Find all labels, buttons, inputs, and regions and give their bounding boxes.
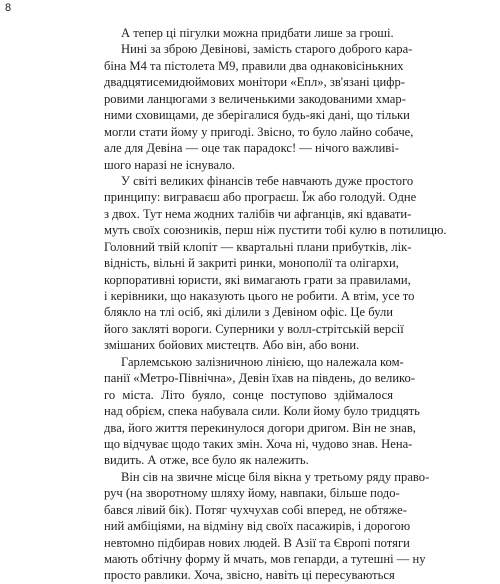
text-line: блякло на тлі осіб, які ділили з Девіном офіс. Це були — [104, 305, 393, 320]
text-line: Гарлемською залізничною лінією, що належала ком- — [121, 354, 404, 369]
text-line: руч (на зворотному шляху йому, навпаки, більше подо- — [104, 486, 400, 501]
text-line: два, його життя перекинулося догори дригом. Він не знав, — [104, 420, 416, 435]
text-line: корпоративні юристи, які вимагають грати за правилами, — [104, 272, 411, 287]
text-line: ний амбіціями, на відміну від своїх пасажирів, і дорогою — [104, 519, 411, 534]
text-line: видить. А отже, все було як належить. — [104, 453, 309, 468]
text-line: з двох. Тут нема жодних талібів чи афганців, які вдавати- — [104, 206, 412, 221]
text-line: біна М4 та пістолета М9, правили два однаковісінькних — [104, 58, 404, 73]
paragraph — [104, 25, 393, 41]
text-line: але для Девіна — оце так парадокс! — нічого важливі- — [104, 141, 399, 156]
text-line: двадцятисемидюймових монітори «Епл», зв'язані цифр- — [104, 75, 405, 90]
paragraph — [104, 469, 430, 584]
text-line: що відчуває щодо таких змін. Хоча ні, чудово знав. Нена- — [104, 436, 413, 451]
text-line: панії «Метро-Північна», Девін їхав на південь, до велико- — [104, 371, 416, 386]
page-number: 8 — [5, 2, 12, 14]
text-line: могли стати йому у пригоді. Звісно, то було лайно собаче, — [104, 124, 414, 139]
text-line: Головний твій клопіт — квартальні плани прибутків, лік- — [104, 239, 412, 254]
text-line: принципу: виграваєш або програєш. Їж або голодуй. Одне — [104, 190, 417, 205]
body-text — [104, 25, 447, 584]
text-line: ровими ланцюгами з величенькими закодованими хмар- — [104, 91, 406, 106]
text-line: шого наразі не існувало. — [104, 157, 235, 172]
text-line: мають обтічну форму й мчать, мов гепарди, а тутешні — ну — [104, 552, 426, 566]
paragraph — [104, 173, 447, 354]
text-line: Нині за зброю Девінові, замість старого доброго кара- — [121, 42, 413, 57]
paragraph — [104, 354, 420, 469]
text-line: просто равлики. Хоча, звісно, навіть ці пересуваються — [104, 568, 395, 583]
text-line: відність, вільні й закриті ринки, монополії та олігархи, — [104, 256, 399, 271]
text-line: го міста. Літо буяло, сонце поступово здіймалося — [104, 387, 393, 402]
text-line: ними сховищами, де зберігалися будь-які дані, що тільки — [104, 108, 410, 123]
text-line: муть своїх союзників, перш ніж пустити тобі кулю в потилицю. — [104, 223, 447, 238]
text-line: А тепер ці пігулки можна придбати лише за гроші. — [121, 26, 394, 40]
text-line: над обрієм, спека набувала сили. Коли йому було тридцять — [104, 404, 420, 419]
text-line: бався лівий бік). Потяг чухчухав собі вперед, не обтяже- — [104, 502, 407, 517]
text-line: Він сів на звичне місце біля вікна у третьому ряду право- — [121, 469, 430, 484]
text-line: змішаних бойових мистецтв. Або він, або вони. — [104, 338, 360, 353]
text-line: його заклятi вороги. Суперники у волл-стрітській версії — [104, 321, 404, 336]
paragraph — [104, 41, 414, 173]
text-line: і керівники, що наказують цього не робити. А втім, усе то — [104, 289, 415, 303]
text-line: У світі великих фінансів тебе навчають дуже простого — [121, 173, 414, 188]
text-line: невтомно підбирав нових людей. В Азії та Європі потяги — [104, 535, 410, 550]
